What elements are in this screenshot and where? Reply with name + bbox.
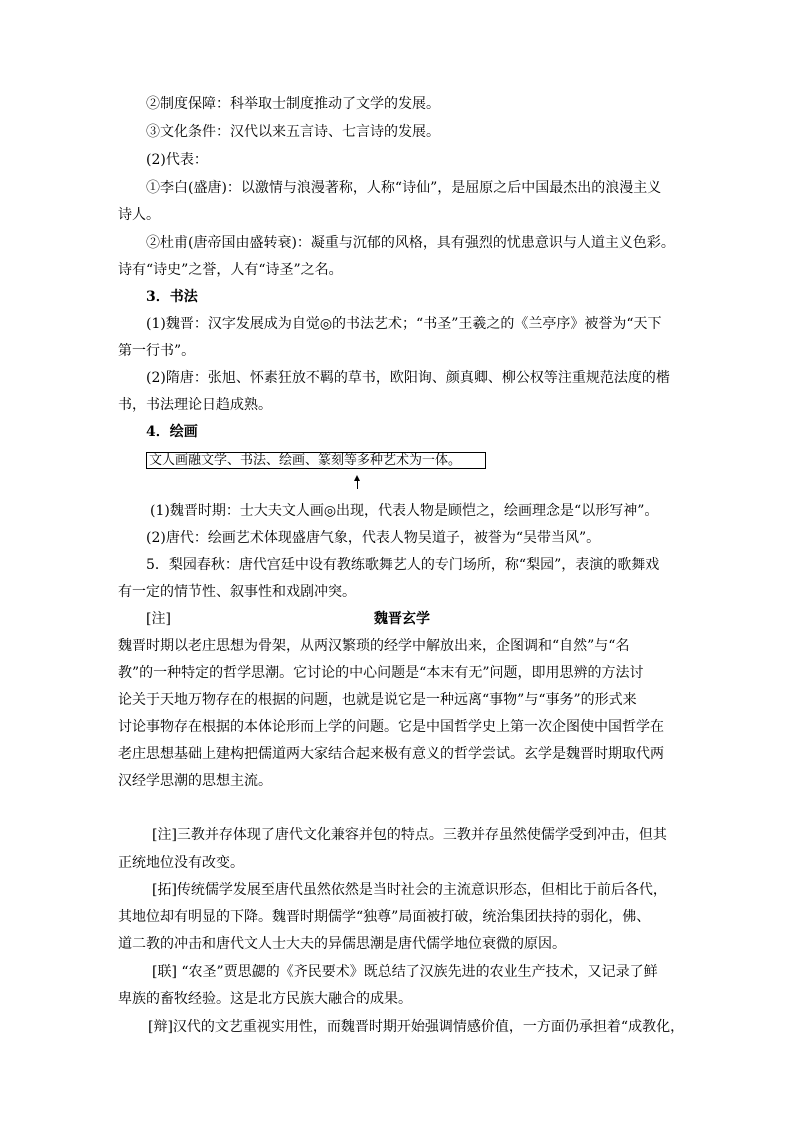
text-line: (1)魏晋：汉字发展成为自觉◎的书法艺术；“书圣”王羲之的《兰亭序》被誉为“天下 bbox=[146, 316, 662, 332]
text-line: 正统地位没有改变。 bbox=[118, 855, 244, 871]
text-line: [联] “农圣”贾思勰的《齐民要术》既总结了汉族先进的农业生产技术，又记录了鲜 bbox=[152, 964, 658, 980]
text-line: 论关于天地万物存在的根据的问题，也就是说它是一种远离“事物”与“事务”的形式来 bbox=[118, 692, 637, 708]
text-line: 汉经学思潮的思想主流。 bbox=[118, 773, 272, 789]
text-line: 5．梨园春秋：唐代宫廷中设有教练歌舞艺人的专门场所，称“梨园”，表演的歌舞戏 bbox=[146, 557, 660, 573]
text-line: 书，书法理论日趋成熟。 bbox=[118, 397, 272, 413]
text-line: 诗人。 bbox=[118, 207, 160, 223]
text-line: [辩]汉代的文艺重视实用性，而魏晋时期开始强调情感价值，一方面仍承担着“成教化， bbox=[148, 1019, 685, 1035]
text-line: 魏晋时期以老庄思想为骨架，从两汉繁琐的经学中解放出来，企图调和“自然”与“名 bbox=[118, 638, 630, 654]
text-line: 教”的一种特定的哲学思潮。它讨论的中心问题是“本末有无”问题，即用思辨的方法讨 bbox=[118, 665, 644, 681]
text-line: (2)代表： bbox=[146, 152, 208, 168]
callout-box: 文人画融文学、书法、绘画、篆刻等多种艺术为一体。 bbox=[146, 452, 486, 469]
text-line: 第一行书”。 bbox=[118, 343, 196, 359]
text-line: (2)唐代：绘画艺术体现盛唐气象，代表人物吴道子，被誉为“吴带当风”。 bbox=[146, 530, 601, 546]
text-line: (1)魏晋时期：士大夫文人画◎出现，代表人物是顾恺之，绘画理念是“以形写神”。 bbox=[150, 503, 659, 519]
text-line: 讨论事物存在根据的本体论形而上学的问题。它是中国哲学史上第一次企图使中国哲学在 bbox=[118, 719, 664, 735]
section-heading: 3．书法 bbox=[146, 289, 198, 305]
text-line: 有一定的情节性、叙事性和戏剧冲突。 bbox=[118, 584, 356, 600]
text-line: ②制度保障：科举取士制度推动了文学的发展。 bbox=[146, 96, 440, 112]
section-heading: 4．绘画 bbox=[146, 424, 198, 440]
text-line: [拓]传统儒学发展至唐代虽然依然是当时社会的主流意识形态，但相比于前后各代， bbox=[152, 882, 667, 898]
text-line: 老庄思想基础上建构把儒道两大家结合起来极有意义的哲学尝试。玄学是魏晋时期取代两 bbox=[118, 746, 664, 762]
text-line: 卑族的畜牧经验。这是北方民族大融合的成果。 bbox=[118, 991, 412, 1007]
note-label: [注] bbox=[146, 611, 171, 627]
text-line: 其地位却有明显的下降。魏晋时期儒学“独尊”局面被打破，统治集团扶持的弱化，佛、 bbox=[118, 909, 651, 925]
arrow-up-icon bbox=[357, 475, 359, 489]
note-title: 魏晋玄学 bbox=[374, 611, 430, 627]
text-line: ②杜甫(唐帝国由盛转衰)：凝重与沉郁的风格，具有强烈的忧患意识与人道主义色彩。 bbox=[146, 235, 675, 251]
text-line: ③文化条件：汉代以来五言诗、七言诗的发展。 bbox=[146, 124, 440, 140]
text-line: (2)隋唐：张旭、怀素狂放不羁的草书，欧阳询、颜真卿、柳公权等注重规范法度的楷 bbox=[146, 370, 670, 386]
text-line: 诗有“诗史”之誉，人有“诗圣”之名。 bbox=[118, 262, 343, 278]
text-line: ①李白(盛唐)：以激情与浪漫著称，人称“诗仙”，是屈原之后中国最杰出的浪漫主义 bbox=[146, 180, 662, 196]
text-line: 道二教的冲击和唐代文人士大夫的异儒思潮是唐代儒学地位衰微的原因。 bbox=[118, 936, 566, 952]
text-line: [注]三教并存体现了唐代文化兼容并包的特点。三教并存虽然使儒学受到冲击，但其 bbox=[152, 827, 667, 843]
